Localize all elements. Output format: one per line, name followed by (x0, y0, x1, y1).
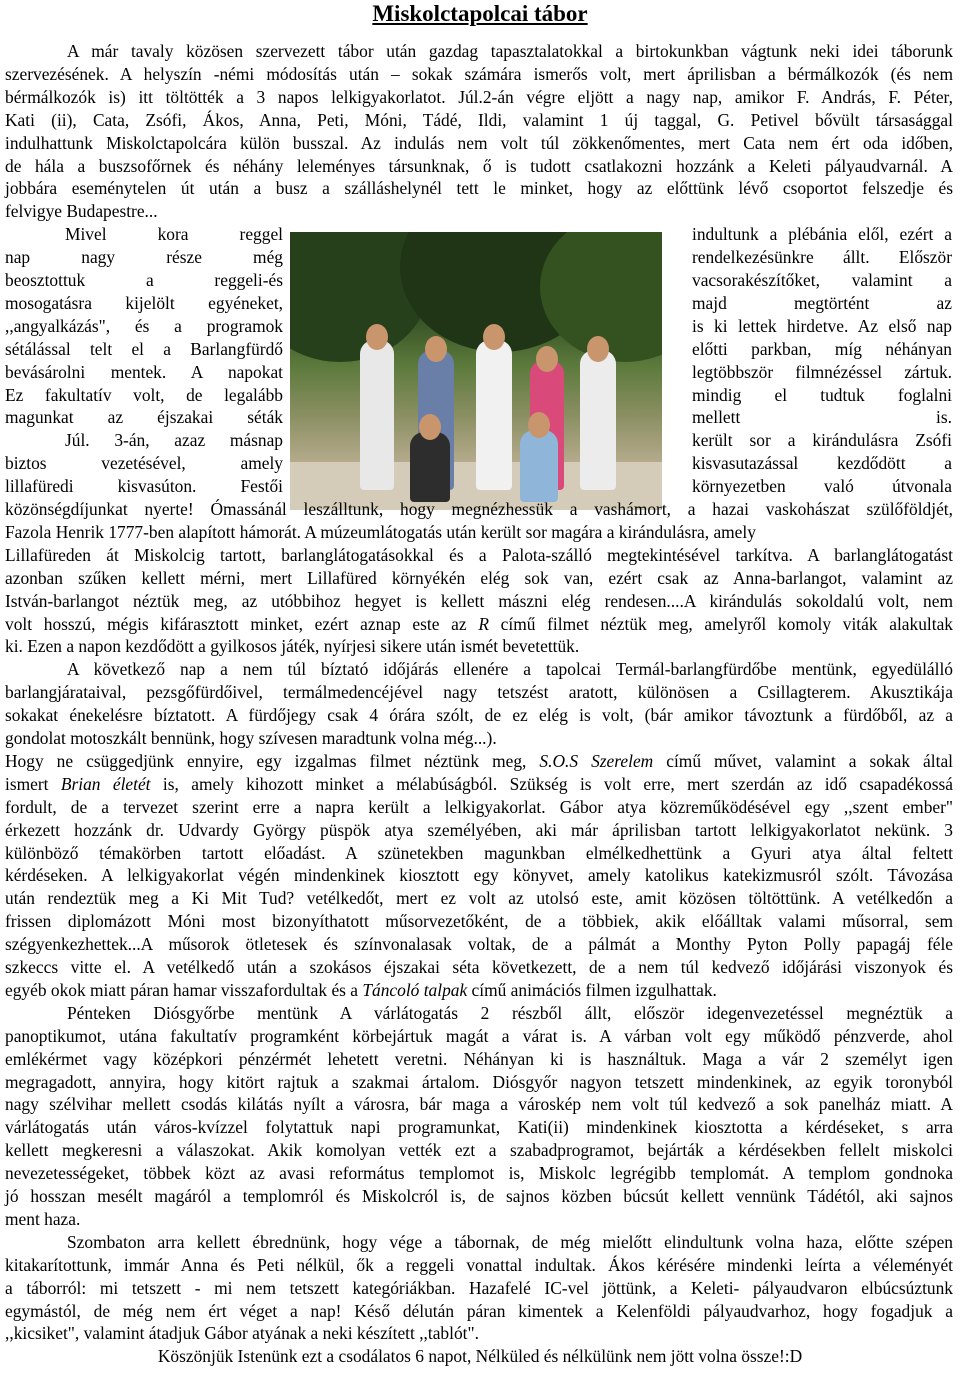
text-line: de hála a buszsofőrnek és néhány leleményes társunknak, ő is tudott csatlakozni hozzánk a Keleti pályaudvarnál. A (5, 155, 953, 176)
text-line: ment haza. (5, 1208, 81, 1229)
text-line-right: mindig el tudtuk foglalni (692, 384, 952, 405)
text-line: felvigye Budapestre... (5, 201, 158, 222)
text-line: indulhattunk Miskolctapolcára külön busszal. Az indulás nem volt túl zökkenőmentes, mert Cata nem ért oda időben, (5, 132, 953, 153)
text-line-left: beosztottuk a reggeli-és (5, 270, 283, 290)
text-line: kellett megkeresni a válaszokat. Akik komolyan vették ezt a szabadprogramot, bejárták a kérdésekben fellelt miskolci (5, 1140, 953, 1161)
text-line: István-barlangot néztük meg, az utóbbihoz hegyet is kellett mászni elég rendesen....A kirándulás sokoldalú volt, nem (5, 590, 953, 611)
text-line: megragadott, annyira, hogy kitört rajtuk a szakmai ártalom. Diósgyőr nagyon tetszett mindenkinek, az egyik toronyból (5, 1071, 953, 1092)
text-line-left: nap nagy része még (5, 247, 283, 268)
text-line: érkezett hozzánk dr. Udvardy György püspök atya személyében, aki már áprilisban tartott lelkigyakorlatot nekünk. 3 (5, 819, 953, 840)
text-line: után rendeztük meg a Ki Mit Tud? vetélkedőt, mert ez volt az utolsó este, amit közösen töltöttünk. A vetélkedőn a (5, 888, 953, 909)
text-line-right: is ki lettek hirdetve. Az első nap (692, 315, 952, 336)
text-line: A következő nap a nem túl bíztató időjárás ellenére a tapolcai Termál-barlangfürdőbe mentünk, egyedülálló (67, 659, 953, 680)
text-line-right: előtti parkban, míg néhányan (692, 338, 952, 359)
text-line: kitakarítottunk, immár Anna és Peti nélkül, ők a reggeli vonattal indultak. Ákos kérésére mindenki leírta a véleményét (5, 1254, 953, 1275)
text-line: frissen diplomázott Móni most bizonyíthatott műsorvezetőként, de a többiek, akik előálltak valami műsorral, sem (5, 911, 953, 932)
text-line: ki. Ezen a napon kezdődött a gyilkosos játék, nyírjesi sikere után ismét bevetettük. (5, 636, 580, 657)
text-line-left: lillafüredi kisvasúton. Festői (5, 476, 283, 497)
text-line: jó hosszan mesélt magáról a templomról és Miskolcról is, de sajnos közben búcsút kellett vennünk Tádétól, aki sajnos (5, 1186, 953, 1206)
text-line-right: mellett is. (692, 407, 952, 428)
text-line-left: sétálással telt el a Barlangfürdő (5, 338, 283, 359)
text-line-left: magunkat az éjszakai séták (5, 407, 283, 428)
text-line: Hogy ne csüggedjünk ennyire, egy izgalmas filmet néztünk meg, S.O.S Szerelem című művet, valamint a sokak által (5, 750, 953, 771)
text-line-right: környezetben való útvonala (692, 476, 952, 497)
text-line: nevezetességeket, többek közt az avasi református templomot is, Miskolc legrégibb templomát. A templom gondnoka (5, 1163, 953, 1184)
text-line: bérmálkozók is) itt töltötték a 3 napos lelkigyakorlatot. Júl.2-án végre eljött a nagy nap, amikor F. András, F. Péter, (5, 86, 953, 107)
text-line: egyéb okok miatt páran hamar visszafordultak és a Táncoló talpak című animációs filmen izgulhattak. (5, 979, 717, 1000)
page-title: Miskolctapolcai tábor (372, 1, 588, 26)
text-line: azonban szűken kellett mérni, mert Lillafüred környékén elég sok van, ezért csak az Anna-barlangot, valamint az (5, 567, 953, 588)
text-line-left: mosogatásra kijelölt egyéneket, (5, 292, 283, 313)
text-line-left: biztos vezetésével, amely (5, 453, 283, 474)
text-line: Pénteken Diósgyőrbe mentünk A várlátogatás 2 részből állt, először idegenvezetéssel megnéztük a (67, 1002, 953, 1023)
text-line: a táborról: mi tetszett - mi nem tetszett kategóriákban. Hazafelé IC-vel jöttünk, a Keleti- pályaudvaron elbúcsúztunk (5, 1277, 953, 1298)
text-line-left: Ez fakultatív volt, de legalább (5, 384, 283, 405)
text-line: fordult, de a tervezet szerint erre a napra került a lelkigyakorlat. Gábor atya közreműködésével egy ,,szent ember" (5, 796, 953, 817)
text-line-left: Mivel kora reggel (65, 224, 283, 245)
text-line: Szombaton arra kellett ébrednünk, hogy vége a tábornak, de még mielőtt elindultunk volna haza, előtte szépen (67, 1231, 953, 1252)
group-photo (290, 232, 662, 510)
text-line: szégyenkezhettek...A műsorok ötletesek és színvonalasak voltak, de a pálmát a Monthy Pyton Polly papagáj féle (5, 934, 953, 955)
text-line-left: ,,angyalkázás", és a programok (5, 315, 283, 336)
text-line: gondolat motoszkált bennünk, hogy szívesen maradtunk volna még...). (5, 728, 497, 748)
text-line: sokakat énekelésre bíztatott. A fürdőjegy csak 4 órára szólt, de ez elég is volt, (bár amikor távoztunk a fürdőből, az a (5, 705, 953, 726)
text-line-right: majd megtörtént az (692, 292, 952, 313)
text-line-right: rendelkezésünkre állt. Először (692, 247, 952, 268)
text-line-right: került sor a kirándulásra Zsófi (692, 430, 952, 451)
text-line: várlátogatás után város-kvízzel folytattuk napi programunkat, Kati(ii) mindenkinek kiosztotta a kérdéseket, s arra (5, 1117, 953, 1138)
text-line-right: kisvasutazással kezdődött a (692, 453, 952, 474)
text-line: panoptikumot, utána fakultatív programként körbejártuk magát a várat is. A várban volt egy működő pénzverde, ahol (5, 1025, 953, 1046)
text-line: Lillafüreden át Miskolcig tartott, barlanglátogatásokkal és a Palota-szálló megtekintésével tarkítva. A barlanglátogatást (5, 544, 953, 565)
text-line: ,,kicsiket", valamint átadjuk Gábor atyának a neki készített ,,tablót". (5, 1323, 479, 1344)
text-line: volt hosszú, mégis kifárasztott minket, ezért aznap este az R című filmet néztük meg, amelyről komoly viták alakultak (5, 613, 953, 634)
text-line: emlékérmet vagy középkori pénzérmét lehetett veretni. Néhányan ki is használtuk. Maga a vár 2 személyt igen (5, 1048, 953, 1069)
text-line: szkeccs vitte el. A vetélkedő után a szokásos éjszakai séta következett, de a nem túl kedvező időjárási viszonyok és (5, 957, 953, 977)
text-line-left: bevásárolni mentek. A napokat (5, 361, 283, 382)
text-line: közönségdíjunkat nyerte! Ómassánál leszálltunk, hogy megnézhessük a vashámort, a hazai vaskohászat szülőföldjét, (5, 499, 953, 519)
text-line: ismert Brian életét is, amely kihozott minket a mélabúságból. Szükség is volt erre, mert szerdán az idő csapadékossá (5, 773, 953, 794)
text-line: jobbára eseménytelen út után a busz a szálláshelynél tett le minket, hogy az előttünk lévő csoportot felszedje és (5, 178, 953, 199)
text-line: különböző témakörben tartott előadást. A szünetekben magunkban elmélkedhettünk a Gyuri atya által feltett (5, 842, 953, 863)
text-line: szervezésének. A helyszín -némi módosítás után – sokak számára ismerős volt, mert áprilisban a bérmálkozók (és nem (5, 63, 953, 84)
text-line-right: vacsorakészítőket, valamint a (692, 270, 952, 290)
text-line: A már tavaly közösen szervezett tábor után gazdag tapasztalatokkal a birtokunkban vágtunk neki idei táborunk (67, 41, 953, 61)
text-line-right: legtöbbször filmnézéssel zártuk. (692, 361, 952, 382)
text-line: barlangjárataival, pezsgőfürdőivel, termálmedencéjével nagy tetszést aratott, különösen a Csillagterem. Akusztikája (5, 682, 953, 703)
text-line: Kati (ii), Cata, Zsófi, Ákos, Anna, Peti, Móni, Tádé, Ildi, valamint 1 új taggal, G. Petivel bővült társasággal (5, 109, 953, 130)
text-line-left: Júl. 3-án, azaz másnap (65, 430, 283, 451)
text-line: nagy szélvihar mellett csodás kilátás nyílt a városra, bár maga a városkép nem volt túl kedvező a sok panelház miatt. A (5, 1094, 953, 1115)
closing-line: Köszönjük Istenünk ezt a csodálatos 6 napot, Nélküled és nélkülünk nem jött volna össze!:D (157, 1346, 803, 1367)
text-line-right: indultunk a plébánia elől, ezért a (692, 224, 952, 245)
text-line: kérdéseken. A lelkigyakorlat végén mindenkinek kiosztott egy könyvet, amely katolikus katekizmusról szólt. Távozása (5, 865, 953, 886)
text-line: Fazola Henrik 1777-ben alapított hámorát. A múzeumlátogatás után került sor magára a kirándulásra, amely (5, 521, 756, 542)
text-line: egymástól, de még nem ért véget a nap! Késő délután páran kimentek a Kelenföldi pályaudvarhoz, hogy fogadjuk a (5, 1300, 953, 1321)
